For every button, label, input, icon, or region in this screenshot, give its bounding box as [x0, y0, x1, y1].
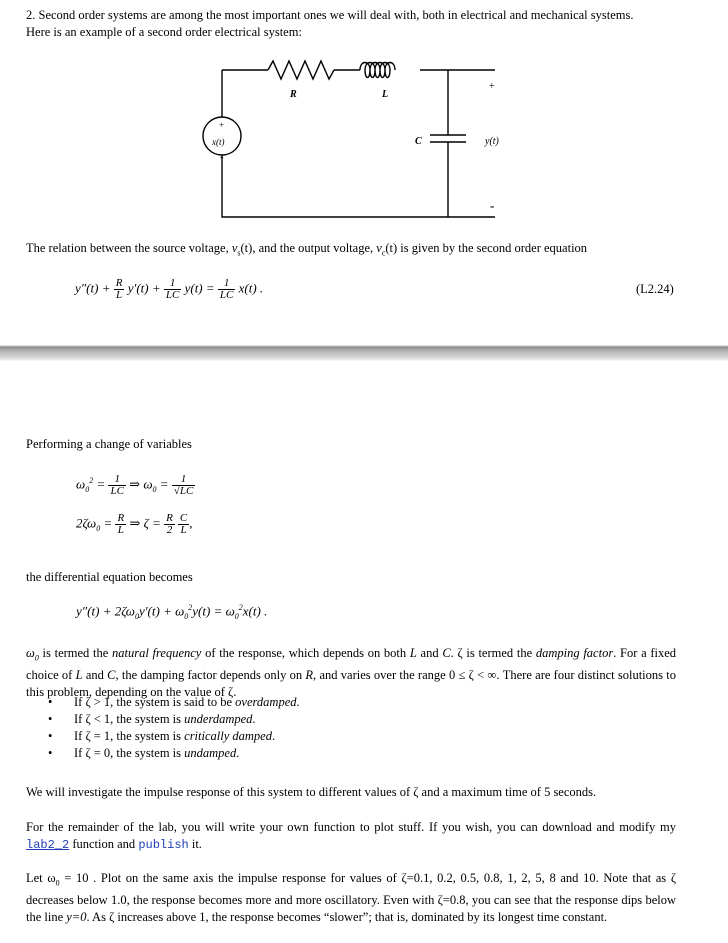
- source-plus: +: [219, 120, 225, 130]
- list-item: • If ζ = 1, the system is critically damped.: [48, 728, 300, 745]
- relation-text-b: (t), and the output voltage,: [240, 241, 374, 255]
- nat-and: and: [420, 646, 439, 660]
- list-item: • If ζ > 1, the system is said to be overdamped.: [48, 694, 300, 711]
- intro-line-1: 2. Second order systems are among the most important ones we will deal with, both in electrical and mechanical systems.: [26, 8, 634, 22]
- remainder-mid: function and: [72, 837, 136, 851]
- remainder-text: For the remainder of the lab, you will write your own function to plot stuff. If you wish, you can download and modify my: [26, 820, 676, 834]
- final-y0: y=0: [66, 909, 87, 924]
- becomes-text: the differential equation becomes: [26, 570, 193, 584]
- nat-text-d: . For a fixed choice of: [26, 646, 677, 682]
- list-item: • If ζ = 0, the system is undamped.: [48, 745, 300, 762]
- equation-label: (L2.24): [636, 282, 674, 296]
- nat-text-e: , the damping factor depends only on: [115, 667, 303, 682]
- final-text: = 10 . Plot on the same axis the impulse response for values of ζ=0.1, 0.2, 0.5, 0.8, 1, 2, 5, 8 and 10. Note that as ζ decreases below 1.0, the response becomes more and more oscillatory. Even with ζ=0.8, you can see that the response dips below the line: [26, 871, 677, 924]
- remainder-paragraph: [26, 819, 676, 854]
- nat-text-c: is termed the: [466, 646, 533, 660]
- final-text-2: . As ζ increases above 1, the response becomes “slower”; that is, dominated by its longest time constant.: [86, 909, 608, 924]
- vc-sub: c: [381, 248, 386, 258]
- label-c: C: [415, 136, 422, 147]
- relation-text-a: The relation between the source voltage,: [26, 241, 229, 255]
- list-item: • If ζ < 1, the system is underdamped.: [48, 711, 300, 728]
- nat-R: R: [305, 667, 314, 682]
- natural-frequency-paragraph: $\omega_0$ is termed the natural frequency of the response, which depends on both L and C. ζ is termed the damping factor. For a fixed choice of L and C, the damping factor depends only on R, and varies over the range 0 ≤ ζ < ∞. There are four distinct solutions to this problem, depending on the value of ζ.: [26, 646, 677, 699]
- final-sub: 0: [55, 878, 60, 888]
- label-output: y(t): [485, 136, 499, 147]
- nat-text-g: . There are four distinct solutions to this problem, depending on the value of ζ.: [26, 667, 677, 699]
- page-divider: [0, 345, 728, 361]
- output-plus: +: [489, 81, 495, 92]
- equation-zeta: $2\zeta\omega_0$ = $\frac{R}{L}$ ⇒ ζ = $\frac{R}{2}$ $\frac{C}{L}$ ,: [76, 512, 193, 536]
- label-r: R: [290, 89, 297, 100]
- investigate-text: We will investigate the impulse response of this system to different values of ζ and a maximum time of 5 seconds.: [26, 785, 597, 799]
- nat-damping-factor: damping factor: [535, 646, 614, 660]
- output-minus: -: [490, 198, 495, 213]
- final-paragraph: [26, 870, 676, 926]
- intro-line-2: Here is an example of a second order electrical system:: [26, 25, 302, 39]
- nat-L: L: [409, 646, 417, 660]
- equation-omega: $\omega_0^2$ = $\frac{1}{LC}$ ⇒ $\omega_0$ = $\frac{1}{√LC}$: [76, 473, 194, 497]
- intro-paragraph: [26, 7, 633, 41]
- resistor: [268, 61, 334, 79]
- nat-range: 0 ≤ ζ < ∞: [448, 667, 497, 682]
- vs-symbol: v: [231, 241, 238, 255]
- lab2-2-link[interactable]: lab2_2: [26, 838, 70, 852]
- inductor: [360, 63, 395, 78]
- source-minus: -: [220, 151, 224, 163]
- relation-text-c: (t) is given by the second order equation: [385, 241, 588, 255]
- nat-text-f: , and varies over the range: [313, 667, 446, 682]
- nat-text-b: of the response, which depends on both: [205, 646, 407, 660]
- nat-text-a: is termed the: [42, 646, 109, 660]
- label-l: L: [382, 89, 389, 100]
- change-heading: Performing a change of variables: [26, 437, 192, 451]
- wire-left-bottom: [222, 155, 495, 217]
- vc-symbol: v: [376, 241, 382, 255]
- equation-l2-24: y″(t) + $\frac{R}{L}$ y′(t) + $\frac{1}{LC}$ y(t) = $\frac{1}{LC}$ x(t) .: [75, 277, 264, 301]
- relation-paragraph: [26, 240, 587, 262]
- remainder-post: it.: [191, 837, 202, 851]
- circuit-diagram: [190, 55, 520, 235]
- vs-sub: s: [237, 248, 241, 258]
- nat-natural-frequency: natural frequency: [112, 646, 202, 660]
- equation-standard-form: $y''(t) + 2\zeta\omega_0y'(t) + \omega_0^2y(t) = \omega_0^2x(t)$ .: [76, 603, 268, 621]
- final-pre: Let ω: [26, 871, 56, 885]
- nat-C: C: [442, 646, 451, 660]
- publish-link[interactable]: publish: [138, 838, 189, 852]
- label-source: x(t): [212, 137, 225, 147]
- damping-cases-list: [48, 694, 300, 762]
